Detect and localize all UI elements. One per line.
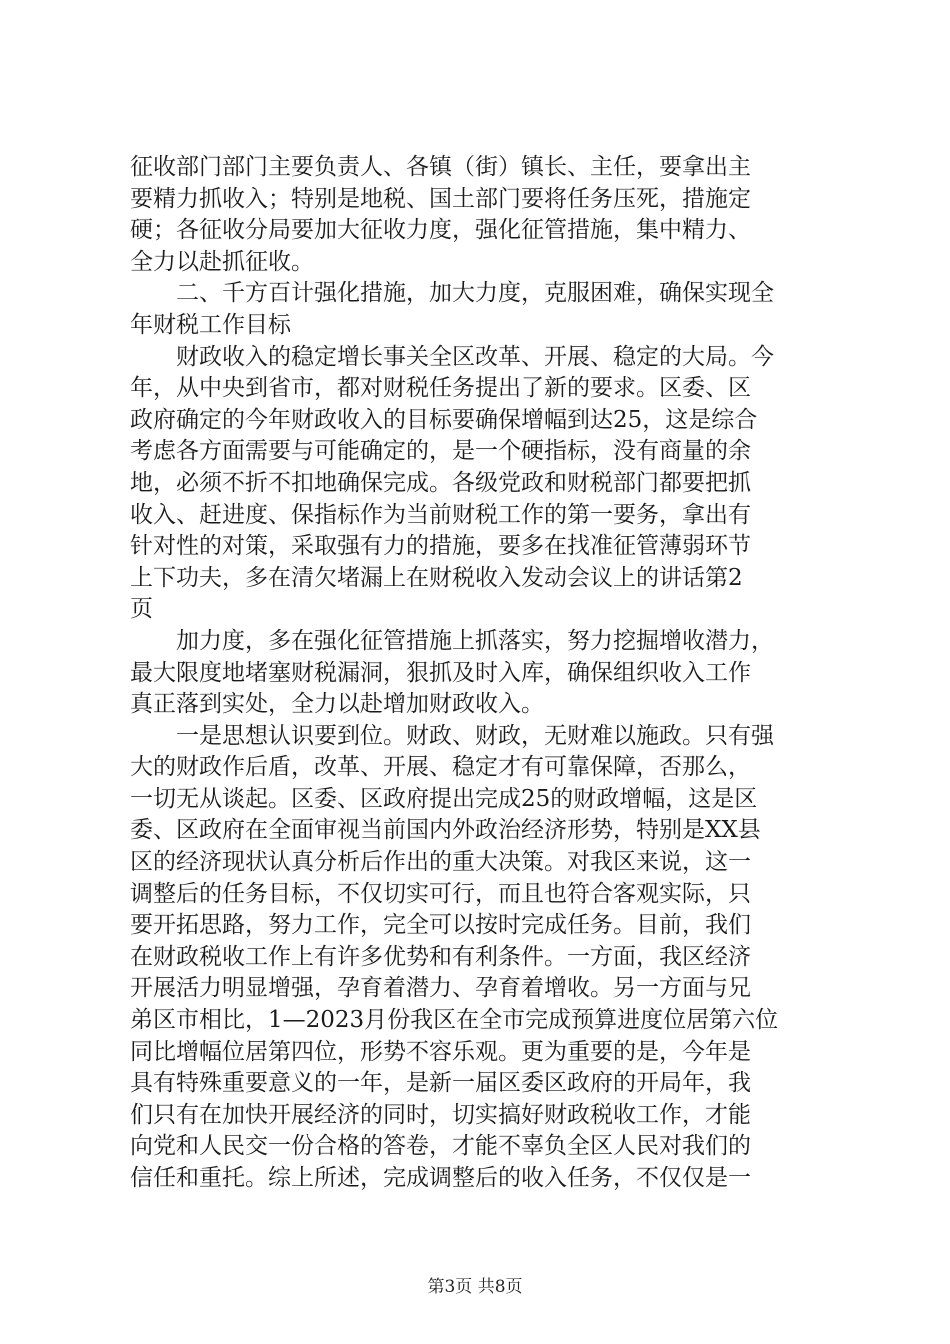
text-line: 信任和重托。综上所述，完成调整后的收入任务，不仅仅是一	[130, 1165, 751, 1191]
text-line: 在财政税收工作上有许多优势和有利条件。一方面，我区经济	[130, 943, 751, 970]
document-body	[130, 152, 822, 1195]
text-line: 们只有在加快开展经济的同时，切实搞好财政税收工作，才能	[130, 1101, 751, 1128]
text-line: 上下功夫，多在清欠堵漏上在财税收入发动会议上的讲话第2	[130, 564, 743, 591]
text-line: 收入、赶进度、保指标作为当前财税工作的第一要务，拿出有	[130, 501, 751, 528]
text-line: 真正落到实处，全力以赴增加财政收入。	[130, 691, 544, 718]
text-line: 要精力抓收入；特别是地税、国土部门要将任务压死，措施定	[130, 185, 751, 212]
text-line: 地，必须不折不扣地确保完成。各级党政和财税部门都要把抓	[130, 469, 751, 496]
section-heading-line: 二、千方百计强化措施，加大力度，克服困难，确保实现全	[130, 280, 774, 307]
text-line: 全力以赴抓征收。	[130, 248, 314, 275]
page-number-footer: 第3页 共8页	[427, 1277, 523, 1297]
text-line: 具有特殊重要意义的一年，是新一届区委区政府的开局年，我	[130, 1070, 751, 1097]
text-line: 政府确定的今年财政收入的目标要确保增幅到达25，这是综合	[130, 406, 758, 433]
text-line: 页	[130, 596, 153, 623]
text-line: 一是思想认识要到位。财政、财政，无财难以施政。只有强	[130, 722, 774, 749]
text-line: 征收部门部门主要负责人、各镇（街）镇长、主任，要拿出主	[130, 154, 751, 180]
text-line: 区的经济现状认真分析后作出的重大决策。对我区来说，这一	[130, 849, 751, 876]
text-line: 加力度，多在强化征管措施上抓落实，努力挖掘增收潜力，	[130, 627, 774, 654]
text-line: 同比增幅位居第四位，形势不容乐观。更为重要的是，今年是	[130, 1038, 751, 1065]
section-heading-line: 年财税工作目标	[130, 311, 291, 338]
text-line: 最大限度地堵塞财税漏洞，狠抓及时入库，确保组织收入工作	[130, 659, 751, 686]
text-line: 针对性的对策，采取强有力的措施，要多在找准征管薄弱环节	[130, 533, 751, 560]
text-line: 考虑各方面需要与可能确定的，是一个硬指标，没有商量的余	[130, 438, 751, 465]
text-line: 要开拓思路，努力工作，完全可以按时完成任务。目前，我们	[130, 912, 751, 939]
text-line: 大的财政作后盾，改革、开展、稳定才有可靠保障，否那么，	[130, 754, 751, 781]
text-line: 硬；各征收分局要加大征收力度，强化征管措施，集中精力、	[130, 217, 751, 244]
text-line: 开展活力明显增强，孕育着潜力、孕育着增收。另一方面与兄	[130, 975, 751, 1002]
text-line: 一切无从谈起。区委、区政府提出完成25的财政增幅，这是区	[130, 785, 758, 812]
text-line: 向党和人民交一份合格的答卷，才能不辜负全区人民对我们的	[130, 1133, 751, 1160]
text-line: 委、区政府在全面审视当前国内外政治经济形势，特别是XX县	[130, 817, 761, 844]
text-line: 调整后的任务目标，不仅切实可行，而且也符合客观实际，只	[130, 880, 751, 907]
text-line: 财政收入的稳定增长事关全区改革、开展、稳定的大局。今	[130, 343, 774, 370]
text-line: 年，从中央到省市，都对财税任务提出了新的要求。区委、区	[130, 375, 751, 402]
text-line: 弟区市相比，1—2023月份我区在全市完成预算进度位居第六位	[130, 1007, 779, 1034]
